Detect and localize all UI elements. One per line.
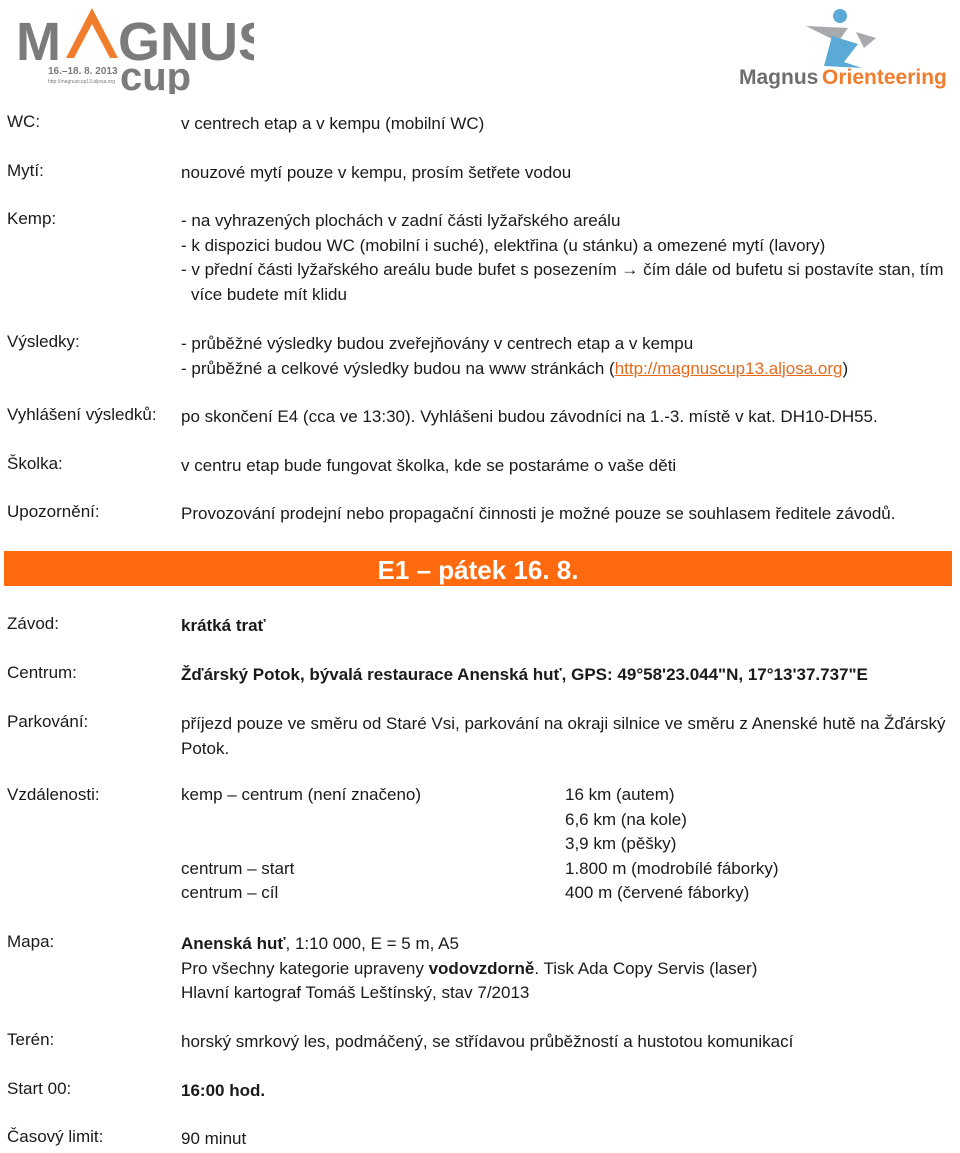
value-parkovani: příjezd pouze ve směru od Staré Vsi, parkování na okraji silnice ve směru z Anenské hutě na Žďárský Potok. — [181, 714, 946, 758]
value-start: 16:00 hod. — [181, 1081, 266, 1100]
distance-cil-value: 400 m (červené fáborky) — [565, 883, 750, 902]
distance-start-value: 1.800 m (modrobílé fáborky) — [565, 858, 779, 878]
label-kemp: Kemp: — [7, 209, 57, 228]
distance-bike: 6,6 km (na kole) — [565, 809, 687, 829]
label-start: Start 00: — [7, 1079, 72, 1098]
distance-centrum-cil: centrum – cíl — [181, 883, 279, 902]
logo-cup: cup — [120, 55, 192, 94]
distance-car: 16 km (autem) — [565, 785, 675, 804]
logo-word-magnus: Magnus — [739, 66, 819, 89]
label-skolka: Školka: — [7, 454, 63, 473]
logo-url: http://magnuscup13.aljosa.org — [48, 79, 115, 85]
distance-kemp-centrum: kemp – centrum (není značeno) — [181, 785, 422, 804]
logo-triangle — [66, 8, 118, 58]
map-name: Anenská huť — [181, 934, 286, 953]
label-upozorneni: Upozornění: — [7, 502, 100, 521]
value-skolka: v centru etap bude fungovat školka, kde se postaráme o vaše děti — [181, 456, 677, 475]
label-limit: Časový limit: — [7, 1127, 104, 1146]
value-mapa: Anenská huť, 1:10 000, E = 5 m, A5 Pro všechny kategorie upraveny vodovzdorně. Tisk Ada Copy Servis (laser) Hlavní kartograf Tomáš Leštínský, stav 7/2013 — [181, 934, 758, 1002]
logo-dates: 16.–18. 8. 2013 — [48, 66, 118, 77]
value-centrum: Žďárský Potok, bývalá restaurace Anenská huť, GPS: 49°58'23.044"N, 17°13'37.737"E — [181, 665, 868, 684]
label-wc: WC: — [7, 112, 41, 131]
label-vzdalenosti: Vzdálenosti: — [7, 785, 100, 804]
value-limit: 90 minut — [181, 1129, 247, 1148]
logo-letters: GNU — [118, 12, 238, 72]
logo-word-orienteering: Orienteering — [822, 66, 947, 89]
stage-row-vzdalenosti — [0, 785, 960, 905]
value-myti: nouzové mytí pouze v kempu, prosím šetřete vodou — [181, 163, 572, 182]
magnus-cup-logo — [14, 2, 254, 94]
logo-letter-m: M — [16, 12, 61, 72]
label-centrum: Centrum: — [7, 663, 77, 682]
distance-centrum-start: centrum – start — [181, 858, 295, 878]
label-vysledky: Výsledky: — [7, 332, 80, 351]
value-zavod: krátká trať — [181, 616, 266, 635]
value-kemp: - na vyhrazených plochách v zadní části lyžařského areálu - k dispozici budou WC (mobilní i suché), elektřina (u stánku) a omezené mytí (lavory) - v přední části lyžařského areálu bude bufet s posezením → čím dále od bufetu si postavíte stan, tím více budete mít klidu — [181, 211, 944, 304]
label-parkovani: Parkování: — [7, 712, 89, 731]
stage-banner: E1 – pátek 16. 8. — [4, 551, 952, 586]
label-vyhlaseni: Vyhlášení výsledků: — [7, 405, 157, 424]
value-teren: horský smrkový les, podmáčený, se střídavou průběžností a hustotou komunikací — [181, 1032, 794, 1051]
runner-icon — [806, 9, 876, 68]
value-wc: v centrech etap a v kempu (mobilní WC) — [181, 114, 485, 133]
label-mapa: Mapa: — [7, 932, 55, 951]
value-vysledky: - průběžné výsledky budou zveřejňovány v centrech etap a v kempu - průběžné a celkové výsledky budou na www stránkách (http://magnuscup13.aljosa.org) — [181, 334, 849, 378]
distance-walk: 3,9 km (pěšky) — [565, 834, 677, 853]
results-link[interactable]: http://magnuscup13.aljosa.org — [614, 358, 843, 378]
label-zavod: Závod: — [7, 614, 59, 633]
magnus-orienteering-logo — [736, 4, 950, 90]
label-teren: Terén: — [7, 1030, 55, 1049]
label-myti: Mytí: — [7, 161, 44, 180]
value-upozorneni: Provozování prodejní nebo propagační činnosti je možné pouze se souhlasem ředitele závodů. — [181, 504, 896, 523]
value-vyhlaseni: po skončení E4 (cca ve 13:30). Vyhlášeni budou závodníci na 1.-3. místě v kat. DH10-DH55. — [181, 407, 878, 426]
